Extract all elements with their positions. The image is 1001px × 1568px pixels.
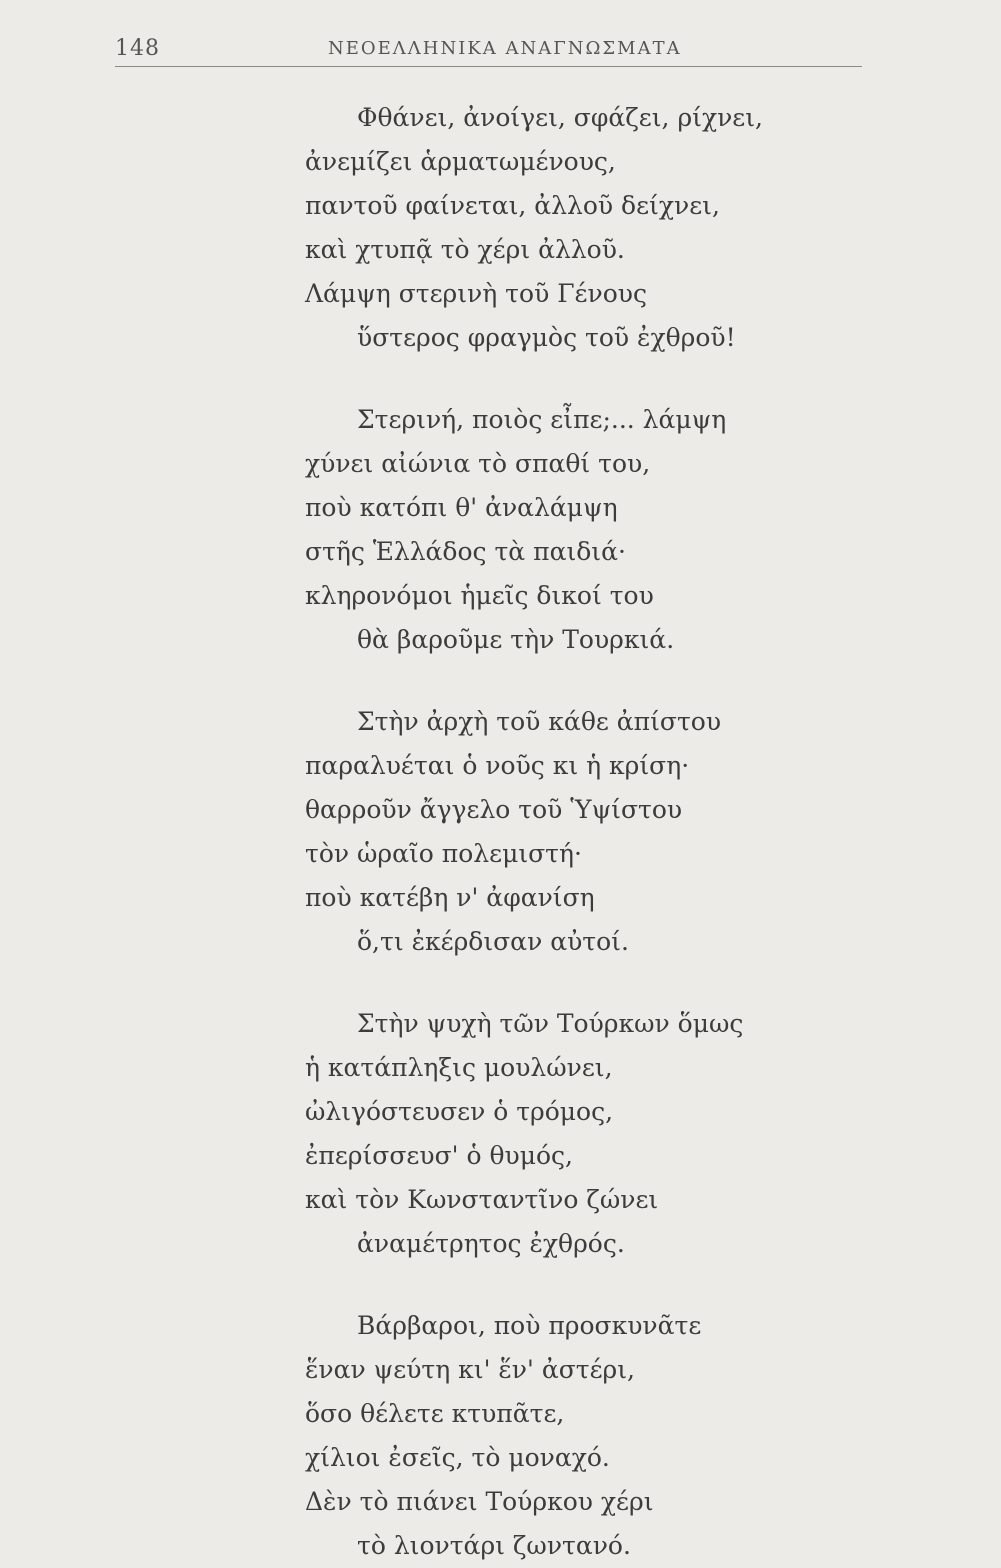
poem: [305, 96, 825, 1568]
poem-line: χύνει αἰώνια τὸ σπαθί του,: [305, 449, 651, 478]
stanza-5: [305, 1304, 825, 1568]
poem-line: παραλυέται ὁ νοῦς κι ἡ κρίση·: [305, 751, 690, 780]
stanza-4: [305, 1002, 825, 1266]
poem-line: ποὺ κατέβη ν' ἀφανίση: [305, 883, 595, 912]
poem-line: Στὴν ἀρχὴ τοῦ κάθε ἀπίστου: [357, 707, 722, 736]
poem-line: ὅ,τι ἐκέρδισαν αὐτοί.: [357, 927, 629, 956]
poem-line: στῆς Ἑλλάδος τὰ παιδιά·: [305, 537, 626, 566]
poem-line: ὅσο θέλετε κτυπᾶτε,: [305, 1399, 565, 1428]
poem-line: θαρροῦν ἄγγελο τοῦ Ὑψίστου: [305, 795, 683, 824]
header-divider: [115, 66, 862, 67]
poem-line: καὶ τὸν Κωνσταντῖνο ζώνει: [305, 1185, 659, 1214]
poem-line: ἡ κατάπληξις μουλώνει,: [305, 1053, 613, 1082]
stanza-1: [305, 96, 825, 360]
poem-line: Λάμψη στερινὴ τοῦ Γένους: [305, 279, 647, 308]
poem-line: χίλιοι ἐσεῖς, τὸ μοναχό.: [305, 1443, 610, 1472]
poem-line: Φθάνει, ἀνοίγει, σφάζει, ρίχνει,: [357, 103, 763, 132]
poem-line: Βάρβαροι, ποὺ προσκυνᾶτε: [357, 1311, 702, 1340]
poem-line: ἕναν ψεύτη κι' ἕν' ἀστέρι,: [305, 1355, 636, 1384]
stanza-2: [305, 398, 825, 662]
poem-line: τὸν ὡραῖο πολεμιστή·: [305, 839, 582, 868]
poem-line: ποὺ κατόπι θ' ἀναλάμψη: [305, 493, 618, 522]
poem-line: ἐπερίσσευσ' ὁ θυμός,: [305, 1141, 573, 1170]
poem-line: τὸ λιοντάρι ζωντανό.: [357, 1531, 631, 1560]
poem-line: Στερινή, ποιὸς εἶπε;... λάμψη: [357, 405, 727, 434]
poem-line: ἀνεμίζει ἁρματωμένους,: [305, 147, 616, 176]
poem-line: Δὲν τὸ πιάνει Τούρκου χέρι: [305, 1487, 654, 1516]
poem-line: ὠλιγόστευσεν ὁ τρόμος,: [305, 1097, 614, 1126]
poem-line: ἀναμέτρητος ἐχθρός.: [357, 1229, 625, 1258]
poem-line: καὶ χτυπᾷ τὸ χέρι ἀλλοῦ.: [305, 235, 625, 264]
page-number: 148: [115, 36, 160, 61]
poem-line: ὕστερος φραγμὸς τοῦ ἐχθροῦ!: [357, 323, 736, 352]
poem-line: Στὴν ψυχὴ τῶν Τούρκων ὅμως: [357, 1009, 744, 1038]
poem-line: παντοῦ φαίνεται, ἀλλοῦ δείχνει,: [305, 191, 720, 220]
poem-line: θὰ βαροῦμε τὴν Τουρκιά.: [357, 625, 675, 654]
stanza-3: [305, 700, 825, 964]
poem-line: κληρονόμοι ἡμεῖς δικοί του: [305, 581, 654, 610]
running-title: ΝΕΟΕΛΛΗΝΙΚΑ ΑΝΑΓΝΩΣΜΑΤΑ: [328, 38, 682, 59]
page-header: [115, 36, 862, 64]
